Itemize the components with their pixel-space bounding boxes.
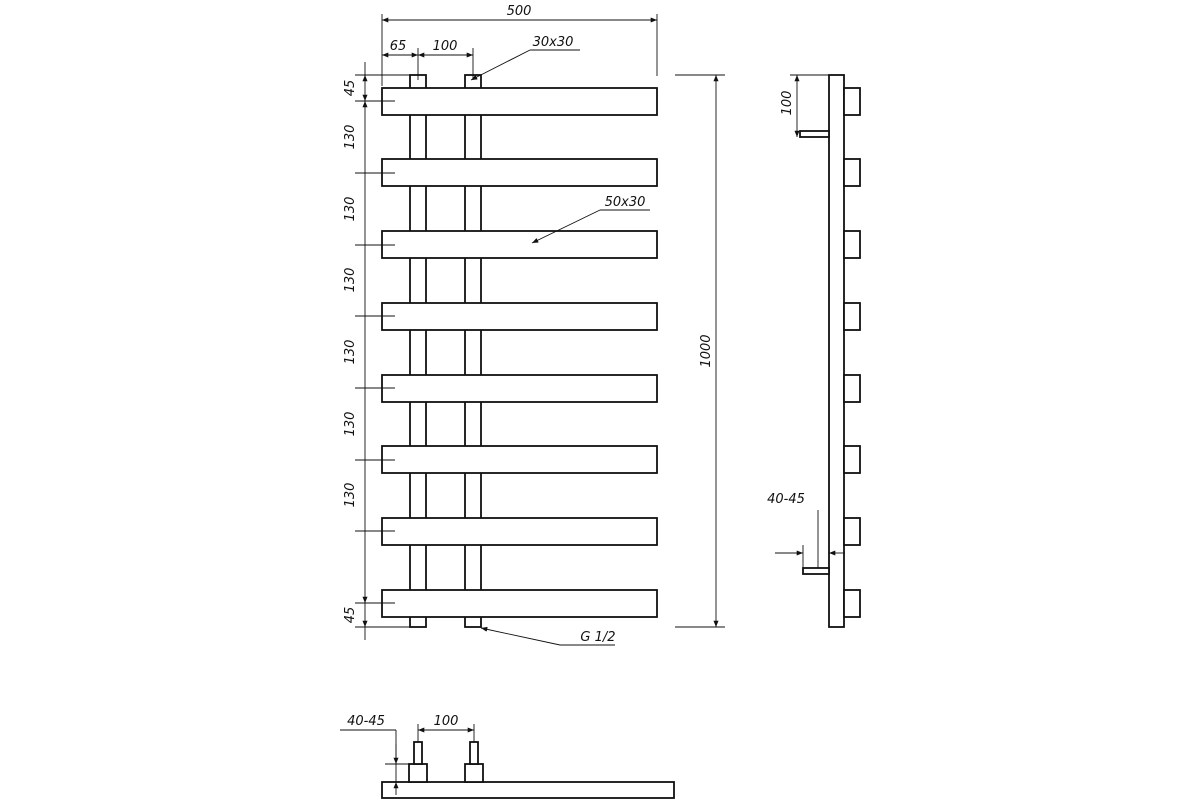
thread-label: G 1/2 <box>580 630 616 645</box>
bar-pitch-label: 130 <box>343 411 358 437</box>
pipe-offset-dimensions <box>382 39 473 80</box>
side-bar-end <box>844 231 860 258</box>
bar-pitch-label: 130 <box>343 339 358 365</box>
width-label: 500 <box>506 4 532 19</box>
side-bar-end <box>844 375 860 402</box>
horizontal-bar <box>382 590 657 617</box>
thread-callout <box>481 628 616 645</box>
bar-pitch-label: 130 <box>343 196 358 222</box>
bracket-height-label: 100 <box>780 90 795 116</box>
side-bar-end <box>844 590 860 617</box>
side-bar-end <box>844 518 860 545</box>
side-vertical-tube <box>829 75 844 627</box>
bottom-bracket <box>803 568 829 574</box>
bar-pitch-label: 130 <box>343 267 358 293</box>
offset-label: 65 <box>389 39 407 54</box>
width-dimension <box>382 4 657 86</box>
left-fitting-nipple <box>414 742 422 764</box>
vertical-chain-dimension <box>343 62 410 640</box>
horizontal-bar <box>382 159 657 186</box>
pipe-spacing-label: 100 <box>432 39 458 54</box>
bottom-wall-distance-label: 40-45 <box>347 714 385 729</box>
tube-section-callout <box>471 35 580 80</box>
horizontal-bar <box>382 375 657 402</box>
bottom-bar <box>382 782 674 798</box>
right-fitting-body <box>465 764 483 782</box>
horizontal-bar <box>382 303 657 330</box>
horizontal-bar <box>382 446 657 473</box>
side-bar-end <box>844 159 860 186</box>
bar-section-label: 50x30 <box>604 195 646 210</box>
bottom-margin-label: 45 <box>343 606 358 624</box>
bar-pitch-label: 130 <box>343 124 358 150</box>
horizontal-bar <box>382 88 657 115</box>
height-dimension <box>675 75 725 627</box>
horizontal-bar <box>382 231 657 258</box>
top-bracket <box>800 131 829 137</box>
top-margin-label: 45 <box>343 79 358 97</box>
bottom-pipe-spacing-label: 100 <box>433 714 459 729</box>
left-fitting-body <box>409 764 427 782</box>
side-bar-end <box>844 446 860 473</box>
bar-pitch-label: 130 <box>343 482 358 508</box>
front-view <box>343 4 725 645</box>
wall-distance-label: 40-45 <box>767 492 805 507</box>
side-bar-end <box>844 303 860 330</box>
side-bar-end <box>844 88 860 115</box>
height-label: 1000 <box>699 334 714 368</box>
tube-section-label: 30x30 <box>532 35 574 50</box>
horizontal-bar <box>382 518 657 545</box>
right-fitting-nipple <box>470 742 478 764</box>
side-view <box>767 75 860 627</box>
bottom-view <box>340 714 674 798</box>
